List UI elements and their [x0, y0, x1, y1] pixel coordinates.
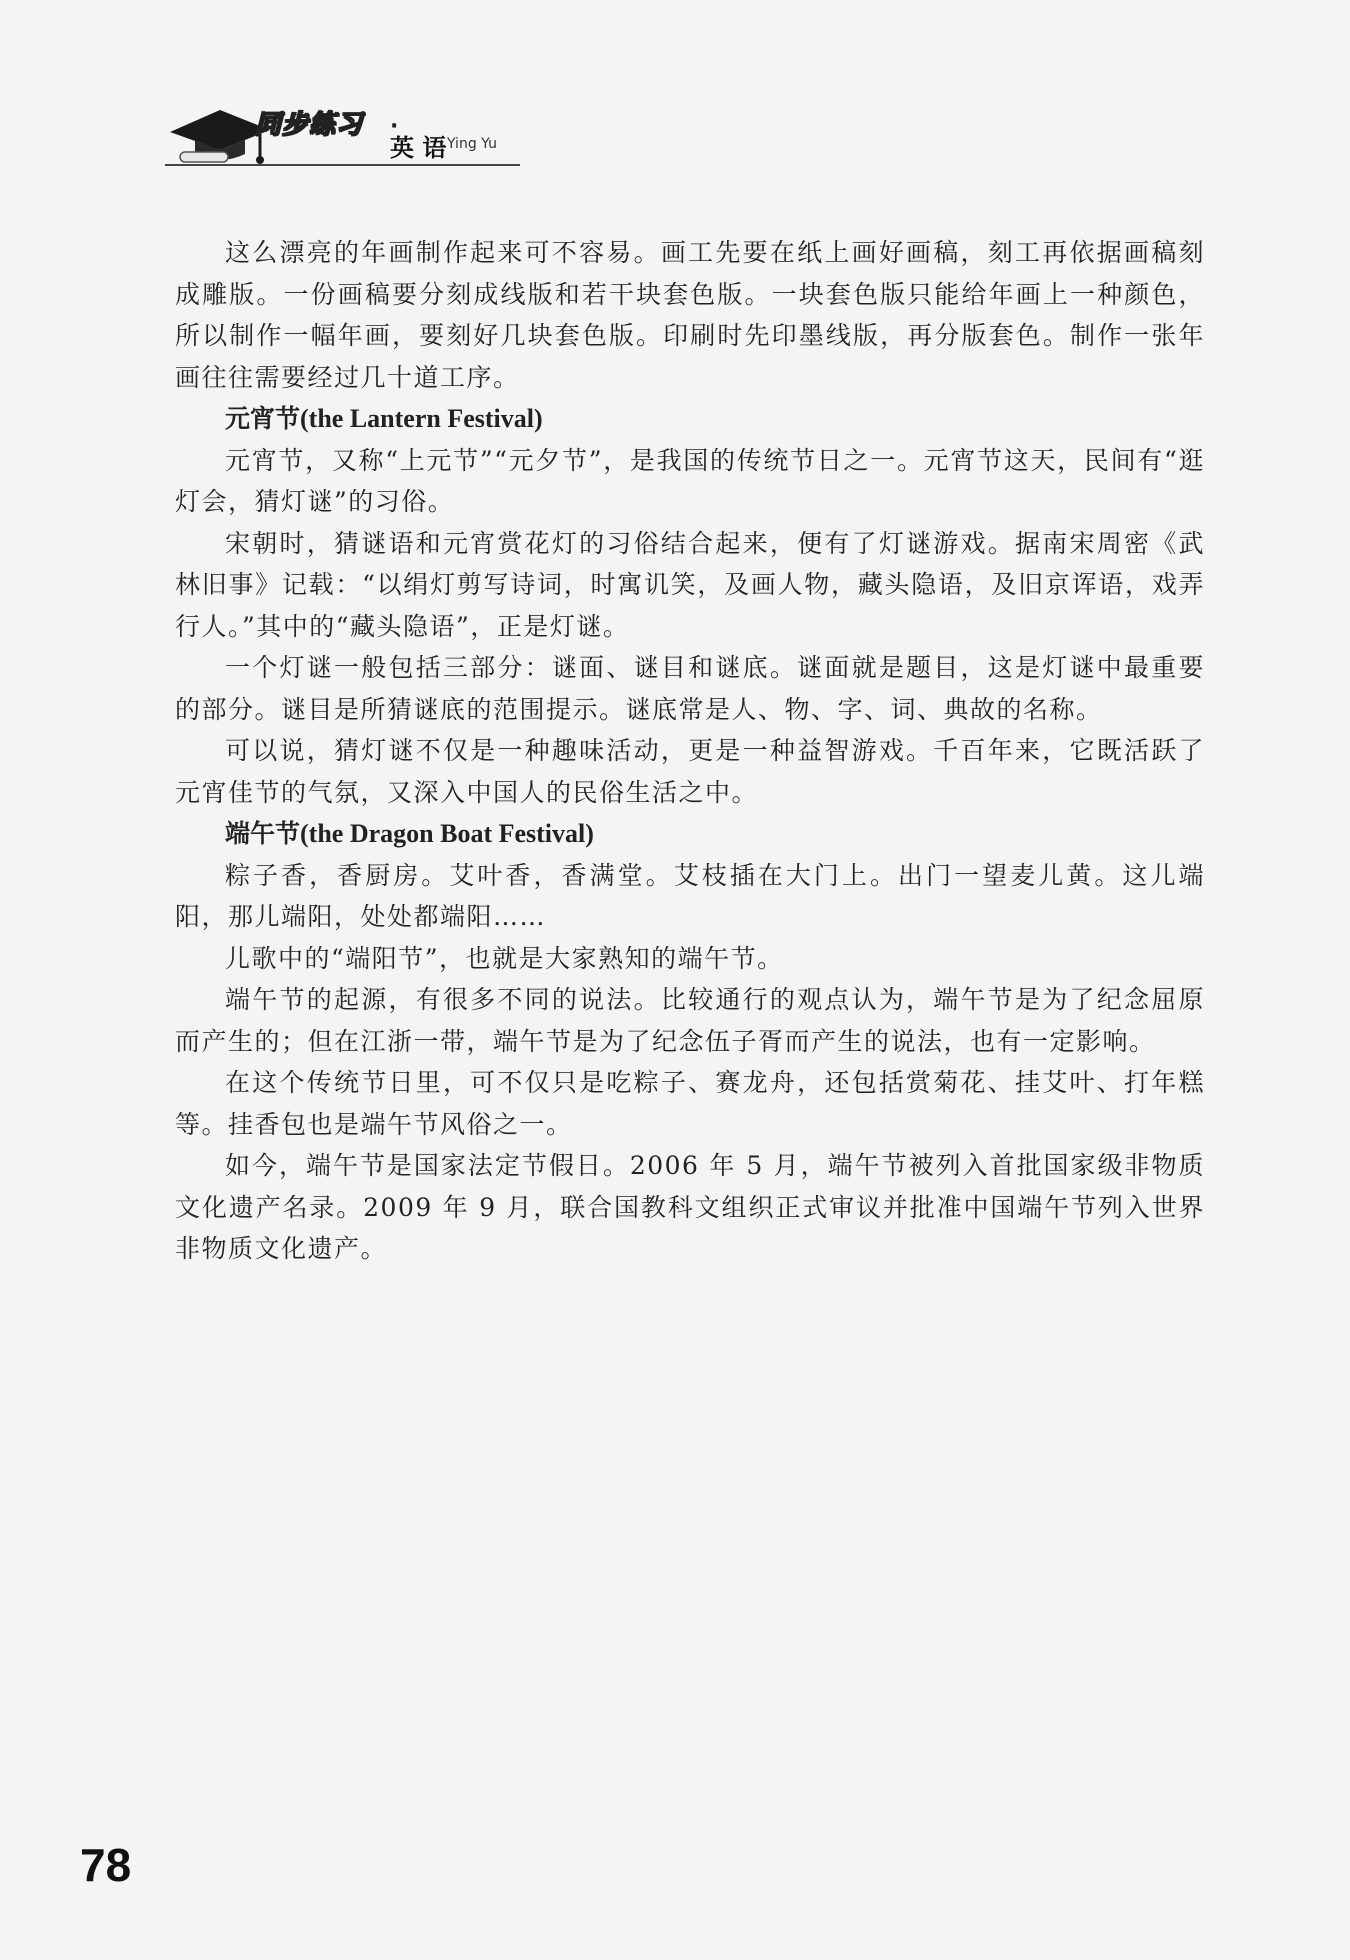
paragraph: 一个灯谜一般包括三部分：谜面、谜目和谜底。谜面就是题目，这是灯谜中最重要的部分。谜目是所猜谜底的范围提示。谜底常是人、物、字、词、典故的名称。: [175, 653, 1205, 724]
page-body: [175, 232, 1205, 1270]
paragraph: 如今，端午节是国家法定节假日。2006 年 5 月，端午节被列入首批国家级非物质文化遗产名录。2009 年 9 月，联合国教科文组织正式审议并批准中国端午节列入世界非物质文化遗产。: [175, 1151, 1205, 1263]
paragraph: 元宵节，又称“上元节”“元夕节”，是我国的传统节日之一。元宵节这天，民间有“逛灯会，猜灯谜”的习俗。: [175, 445, 1205, 516]
heading-en: (the Lantern Festival): [300, 404, 543, 433]
series-title: 同步练习: [255, 110, 364, 140]
paragraph: 儿歌中的“端阳节”，也就是大家熟知的端午节。: [225, 943, 784, 973]
heading-cn: 元宵节: [225, 404, 301, 433]
running-header: [165, 92, 525, 172]
paragraph: 可以说，猜灯谜不仅是一种趣味活动，更是一种益智游戏。千百年来，它既活跃了元宵佳节的气氛，又深入中国人的民俗生活之中。: [175, 736, 1205, 807]
header-separator: ·: [390, 114, 399, 139]
subject-label: 英 语: [390, 134, 447, 162]
paragraph: 端午节的起源，有很多不同的说法。比较通行的观点认为，端午节是为了纪念屈原而产生的；但在江浙一带，端午节是为了纪念伍子胥而产生的说法，也有一定影响。: [175, 985, 1205, 1056]
heading-cn: 端午节: [225, 819, 301, 848]
paragraph: 宋朝时，猜谜语和元宵赏花灯的习俗结合起来，便有了灯谜游戏。据南宋周密《武林旧事》记载：“以绢灯剪写诗词，时寓讥笑，及画人物，藏头隐语，及旧京诨语，戏弄行人。”其中的“藏头隐语”，正是灯谜。: [175, 528, 1205, 641]
section-heading-dragon: [175, 813, 1205, 855]
paragraph: 在这个传统节日里，可不仅只是吃粽子、赛龙舟，还包括赏菊花、挂艾叶、打年糕等。挂香包也是端午节风俗之一。: [175, 1068, 1205, 1139]
subject-pinyin: Ying Yu: [447, 136, 497, 152]
header-rule: [165, 164, 520, 166]
paragraph: 粽子香，香厨房。艾叶香，香满堂。艾枝插在大门上。出门一望麦儿黄。这儿端阳，那儿端阳，处处都端阳……: [175, 860, 1205, 931]
intro-paragraph: 这么漂亮的年画制作起来可不容易。画工先要在纸上画好画稿，刻工再依据画稿刻成雕版。一份画稿要分刻成线版和若干块套色版。一块套色版只能给年画上一种颜色，所以制作一幅年画，要刻好几块套色版。印刷时先印墨线版，再分版套色。制作一张年画往往需要经过几十道工序。: [175, 238, 1205, 392]
section-heading-lantern: [175, 398, 1205, 440]
heading-en: (the Dragon Boat Festival): [300, 819, 594, 848]
page-number: 78: [80, 1839, 132, 1891]
